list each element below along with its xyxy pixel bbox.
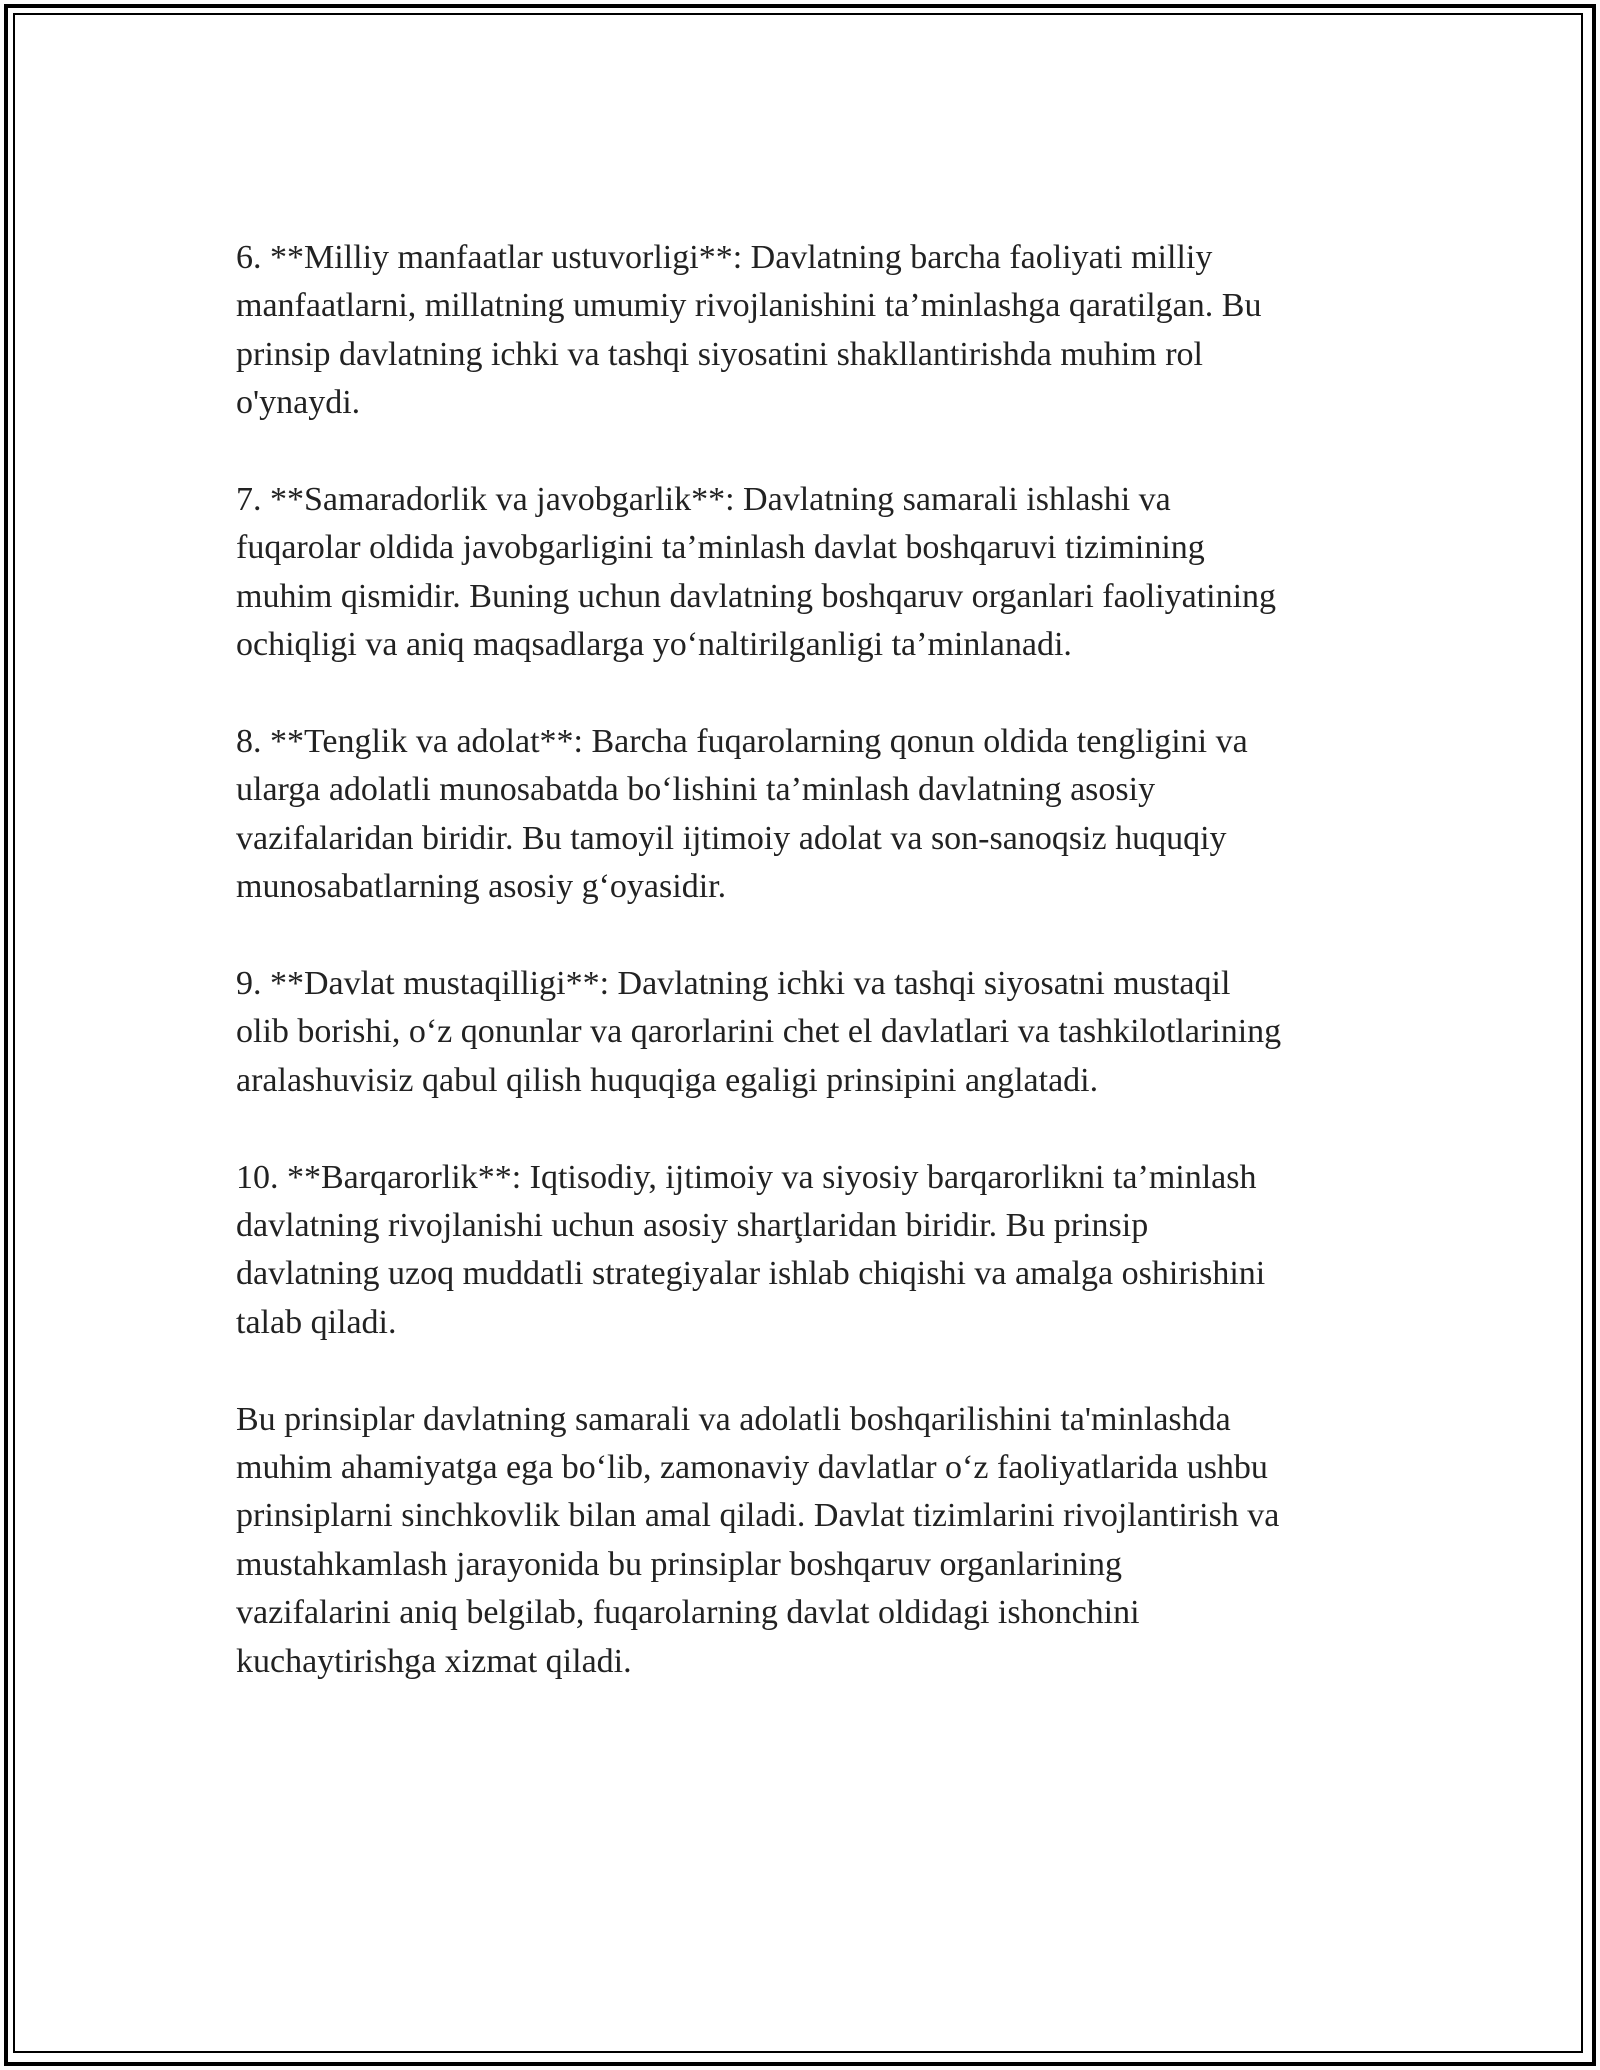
paragraph-principle-7: 7. **Samaradorlik va javobgarlik**: Davlatning samarali ishlashi va fuqarolar oldida javobgarligini ta’minlash davlat boshqaruvi tizimining muhim qismidir. Buning uchun davlatning boshqaruv organlari faoliyatining ochiqligi va aniq maqsadlarga yo‘naltirilganligi ta’minlanadi. <box>236 481 1277 664</box>
document-body <box>236 234 1366 1735</box>
paragraph-principle-10: 10. **Barqarorlik**: Iqtisodiy, ijtimoiy va siyosiy barqarorlikni ta’minlash davlatning rivojlanishi uchun asosiy sharţlaridan biridir. Bu prinsip davlatning uzoq muddatli strategiyalar ishlab chiqishi va amalga oshirishini talab qiladi. <box>236 1158 1266 1341</box>
paragraph-principle-9: 9. **Davlat mustaqilligi**: Davlatning ichki va tashqi siyosatni mustaqil olib borishi, o‘z qonunlar va qarorlarini chet el davlatlari va tashkilotlarining aralashuvisiz qabul qilish huquqiga egaligi prinsipini anglatadi. <box>236 965 1282 1099</box>
paragraph-principle-8: 8. **Tenglik va adolat**: Barcha fuqarolarning qonun oldida tengligini va ularga adolatli munosabatda bo‘lishini ta’minlash davlatning asosiy vazifalaridan biridir. Bu tamoyil ijtimoiy adolat va son-sanoqsiz huquqiy munosabatlarning asosiy g‘oyasidir. <box>236 723 1248 906</box>
paragraph-conclusion: Bu prinsiplar davlatning samarali va adolatli boshqarilishini ta'minlashda muhim ahamiyatga ega bo‘lib, zamonaviy davlatlar o‘z faoliyatlarida ushbu prinsiplarni sinchkovlik bilan amal qiladi. Davlat tizimlarini rivojlantirish va mustahkamlash jarayonida bu prinsiplar boshqaruv organlarining vazifalarini aniq belgilab, fuqarolarning davlat oldidagi ishonchini kuchaytirishga xizmat qiladi. <box>236 1400 1280 1680</box>
paragraph-principle-6: 6. **Milliy manfaatlar ustuvorligi**: Davlatning barcha faoliyati milliy manfaatlarni, millatning umumiy rivojlanishini ta’minlashga qaratilgan. Bu prinsip davlatning ichki va tashqi siyosatini shakllantirishda muhim rol o'ynaydi. <box>236 239 1262 422</box>
